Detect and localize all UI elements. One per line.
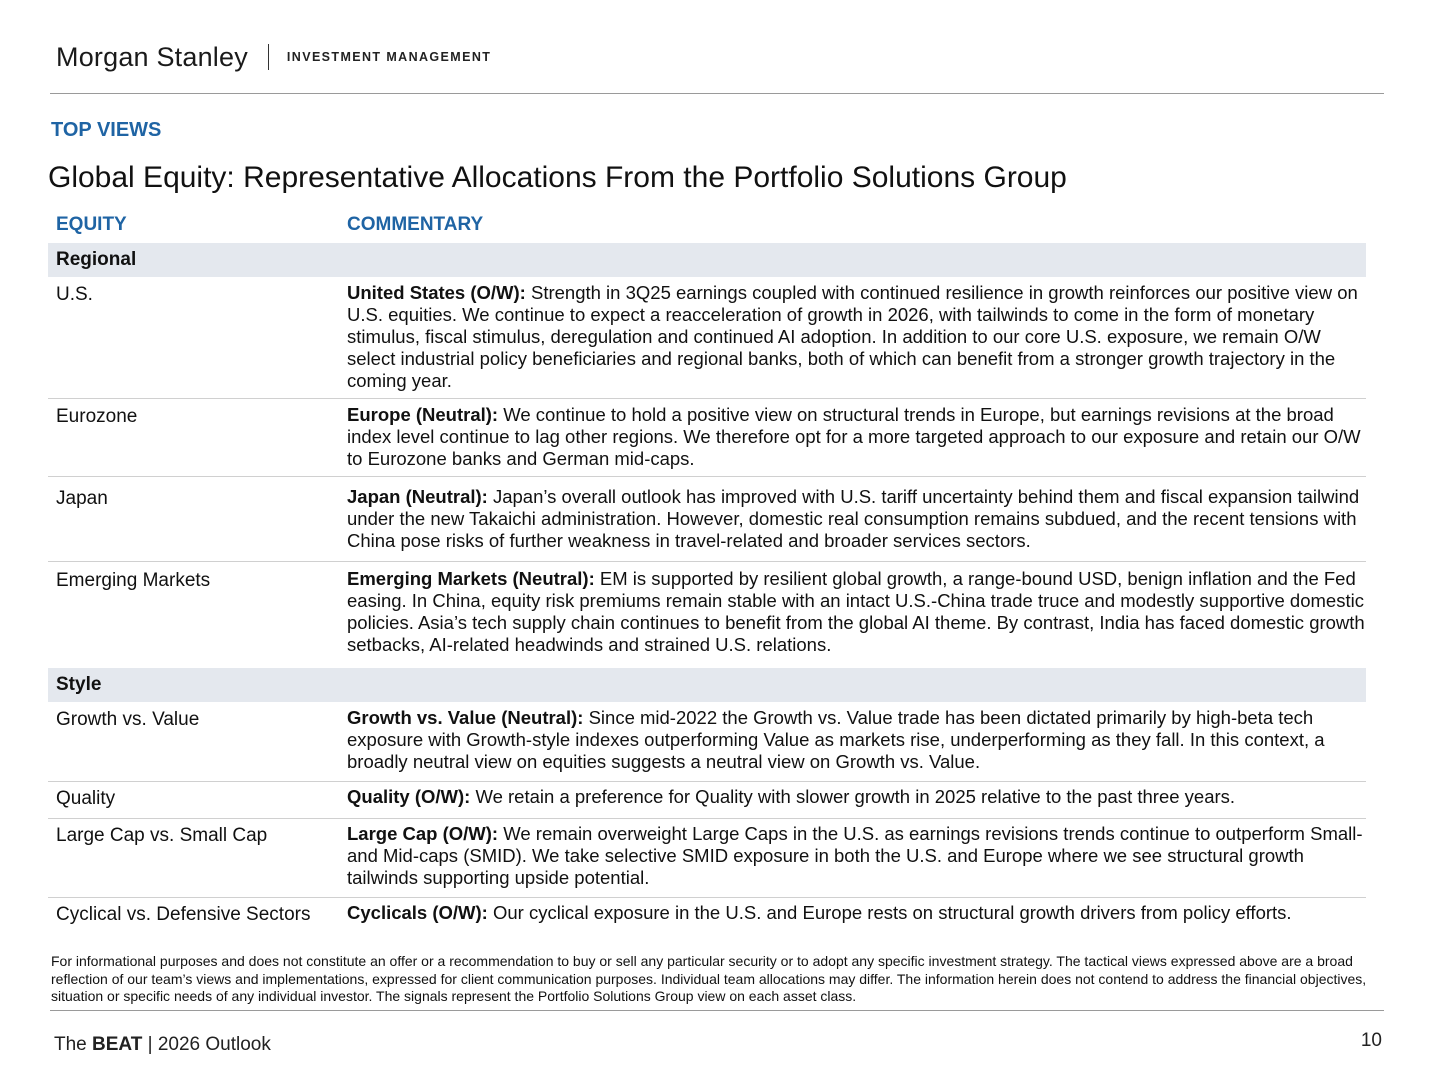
page-number: 10 bbox=[1360, 1030, 1382, 1051]
table-row bbox=[48, 702, 1366, 782]
table-row bbox=[48, 562, 1366, 668]
logo-divider bbox=[268, 44, 269, 70]
commentary bbox=[347, 568, 1366, 656]
commentary-text: EM is supported by resilient global growth, a range-bound USD, benign inflation and the Fed easing. In China, equity risk premiums remain stable with an intact U.S.-China trade truce and modestly supportive domestic policies. Asia’s tech supply chain continues to benefit from the global AI theme. By contrast, India has faced domestic growth setbacks, AI-related headwinds and strained U.S. relations. bbox=[347, 568, 1365, 655]
commentary bbox=[347, 486, 1366, 552]
disclaimer: For informational purposes and does not constitute an offer or a recommendation to buy or sell any particular security or to adopt any specific investment strategy. The tactical views expressed above are a broad reflection of our team’s views and implementations, expressed for client communication purposes. Individual team allocations may differ. The information herein does not contend to address the financial objectives, situation or specific needs of any individual investor. The signals represent the Portfolio Solutions Group view on each asset class. bbox=[51, 953, 1367, 1004]
commentary-text: Since mid-2022 the Growth vs. Value trade has been dictated primarily by high-beta tech exposure with Growth-style indexes outperforming Value as markets rise, underperforming as they fall. In this context, a broadly neutral view on equities suggests a neutral view on Growth vs. Value. bbox=[347, 707, 1325, 772]
division-name: INVESTMENT MANAGEMENT bbox=[286, 50, 492, 64]
commentary-head: Emerging Markets (Neutral): bbox=[347, 568, 595, 589]
table-row bbox=[48, 782, 1366, 819]
commentary bbox=[347, 404, 1366, 470]
footer-title bbox=[54, 1034, 271, 1056]
commentary bbox=[347, 282, 1366, 392]
column-header-commentary: COMMENTARY bbox=[347, 214, 484, 235]
equity-label: Quality bbox=[56, 788, 116, 809]
commentary-text: We remain overweight Large Caps in the U.S. as earnings revisions trends continue to outperform Small- and Mid-caps (SMID). We take selective SMID exposure in both the U.S. and Europe where we see structural growth tailwinds supporting upside potential. bbox=[347, 823, 1363, 888]
column-header-equity: EQUITY bbox=[56, 214, 127, 235]
commentary-head: Growth vs. Value (Neutral): bbox=[347, 707, 584, 728]
equity-label: U.S. bbox=[56, 284, 93, 305]
table-row bbox=[48, 277, 1366, 399]
footer-rule bbox=[50, 1010, 1384, 1011]
section-header-regional: Regional bbox=[48, 243, 1366, 277]
equity-label: Emerging Markets bbox=[56, 570, 211, 591]
commentary bbox=[347, 786, 1366, 810]
logo bbox=[56, 40, 491, 74]
commentary-head: Europe (Neutral): bbox=[347, 404, 499, 425]
commentary-head: United States (O/W): bbox=[347, 282, 526, 303]
commentary-head: Large Cap (O/W): bbox=[347, 823, 499, 844]
brand-name: Morgan Stanley bbox=[56, 41, 248, 72]
equity-label: Cyclical vs. Defensive Sectors bbox=[56, 904, 311, 925]
table-row bbox=[48, 819, 1366, 898]
commentary-text: Japan’s overall outlook has improved with U.S. tariff uncertainty behind them and fiscal expansion tailwind under the new Takaichi administration. However, domestic real consumption remains subdued, and the recent tensions with China pose risks of further weakness in travel-related and broader services sectors. bbox=[347, 486, 1360, 551]
allocation-table bbox=[48, 243, 1366, 932]
commentary-text: Strength in 3Q25 earnings coupled with continued resilience in growth reinforces our positive view on U.S. equities. We continue to expect a reacceleration of growth in 2026, with tailwinds to come in the form of monetary stimulus, fiscal stimulus, deregulation and continued AI adoption. In addition to our core U.S. exposure, we remain O/W select industrial policy beneficiaries and regional banks, both of which can benefit from a stronger growth trajectory in the coming year. bbox=[347, 282, 1358, 391]
equity-label: Eurozone bbox=[56, 406, 138, 427]
commentary-text: We continue to hold a positive view on structural trends in Europe, but earnings revisions at the broad index level continue to lag other regions. We therefore opt for a more targeted approach to our exposure and retain our O/W to Eurozone banks and German mid-caps. bbox=[347, 404, 1361, 469]
header-rule bbox=[50, 93, 1384, 94]
commentary-head: Japan (Neutral): bbox=[347, 486, 488, 507]
page-title: Global Equity: Representative Allocations From the Portfolio Solutions Group bbox=[48, 161, 1067, 194]
section-kicker: TOP VIEWS bbox=[51, 119, 162, 141]
equity-label: Large Cap vs. Small Cap bbox=[56, 825, 268, 846]
equity-label: Japan bbox=[56, 488, 108, 509]
commentary bbox=[347, 707, 1366, 773]
table-row bbox=[48, 898, 1366, 932]
commentary-head: Quality (O/W): bbox=[347, 786, 471, 807]
table-row bbox=[48, 399, 1366, 477]
commentary-head: Cyclicals (O/W): bbox=[347, 902, 488, 923]
section-header-style: Style bbox=[48, 668, 1366, 702]
footer-prefix: The bbox=[54, 1034, 93, 1055]
commentary bbox=[347, 902, 1366, 926]
commentary-text: Our cyclical exposure in the U.S. and Europe rests on structural growth drivers from policy efforts. bbox=[487, 902, 1292, 923]
commentary-text: We retain a preference for Quality with slower growth in 2025 relative to the past three years. bbox=[470, 786, 1236, 807]
equity-label: Growth vs. Value bbox=[56, 709, 200, 730]
footer-suffix: | 2026 Outlook bbox=[142, 1034, 271, 1055]
table-row bbox=[48, 477, 1366, 562]
commentary bbox=[347, 823, 1366, 889]
footer-bold: BEAT bbox=[92, 1034, 143, 1055]
